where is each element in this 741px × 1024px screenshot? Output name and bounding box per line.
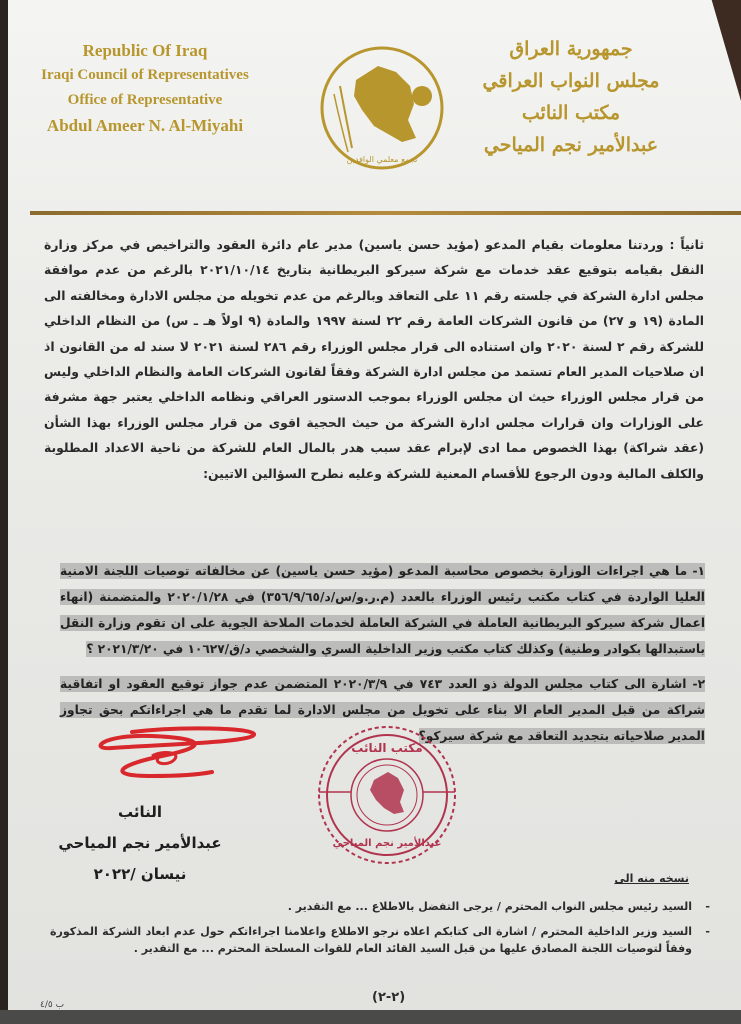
body-paragraph: ثانياً : وردتنا معلومات بقيام المدعو (مؤيد حسن ياسين) مدير عام دائرة العقود والتراخيص في مركز وزارة النقل بقيامه بتوقيع عقد خدمات مع شركة سيركو البريطانية بتاريخ ٢٠٢١/١٠/١٤ بالرغم من عدم موافقة مجلس ادارة الشركة في جلسته رقم ١١ على التعاقد وبالرغم من عدم تخويله من مجلس الادارة ومخالفته الى المادة (١٩ و ٢٧) من قانون الشركات العامة رقم ٢٢ لسنة ١٩٩٧ والمادة (٩ اولاً هـ ـ س) من النظام الداخلي للشركة رقم ٢ لسنة ٢٠٢٠ وان استناده الى قرار مجلس الوزراء رقم ٢٨٦ لسنة ٢٠٢١ لا سند له من القانون اذ ان صلاحيات المدير العام تستمد من مجلس ادارة الشركة وفقاً لقانون الشركات العامة والنظام الداخلي وليس من قرار مجلس الوزراء حيث ان مجلس الوزراء بموجب الدستور العراقي ونظامه الداخلي يعتبر جهة مشرفة على الوزارات وان قرارات مجلس ادارة الشركة من حيث الحجية اقوى من قرار مجلس الوزراء بهذا الشأن (عقد شراكة) بهذا الخصوص مما ادى لإبرام عقد سبب هدر بالمال العام للشركة من ناحية الاعداد المطلوبة والكلف المالية ودون الرجوع للأقسام المعنية للشركة وعليه نطرح السؤالين الاتيين: (44, 237, 705, 481)
letterhead-ar-office: مكتب النائب (521, 102, 621, 124)
letterhead-en-name: Abdul Ameer N. Al-Miyahi (46, 116, 244, 135)
signatory-title: النائب (117, 803, 163, 821)
logo-palm (340, 86, 352, 148)
signature-icon (92, 722, 262, 784)
signature-stroke (101, 728, 254, 776)
letterhead-ar-council: مجلس النواب العراقي (482, 70, 660, 92)
signature-block (50, 797, 230, 890)
iraq-map-logo-icon (318, 38, 446, 176)
letterhead-ar-country: جمهورية العراق (509, 38, 633, 60)
signature-date: نيسان /٢٠٢٢ (93, 865, 187, 883)
reference-mark: ب ٤/٥ (40, 1000, 65, 1010)
question-text: ١- ما هي اجراءات الوزارة بخصوص محاسبة المدعو (مؤيد حسن ياسين) عن مخالفاته توصيات اللجنة الامنية العليا الواردة في كتاب مكتب رئيس الوزراء بالعدد (م.ر.و/س/د/٣٥٦/٩/٦٥) في ٢٠٢٠/١/٢٨ والمتضمنة (انهاء اعمال شركة سيركو البريطانية العاملة في الشركة العاملة لخدمات الملاحة الجوية على ان تقوم وزارة النقل باستبدالها بكوادر وطنية) وكذلك كتاب مكتب وزير الداخلية السري والشخصي د/ق/١٠٦٢٧ في ٢٠٢١/٣/٢٠ ؟ (60, 564, 705, 656)
stamp-top-text: مكتب النائب (351, 741, 423, 755)
stamp-bottom-text: عبدالأمير نجم المياحي (332, 838, 442, 849)
background-desk-left (0, 0, 8, 1024)
letterhead-english (30, 38, 260, 138)
letterhead-en-country: Republic Of Iraq (82, 41, 208, 60)
letterhead-en-council: Iraqi Council of Representatives (41, 67, 249, 83)
cc-item: - السيد رئيس مجلس النواب المحترم / يرجى التفضل بالاطلاع ... مع التقدير . (50, 898, 710, 915)
letterhead-divider (30, 211, 741, 215)
logo-map-shape (354, 66, 416, 142)
logo-caption: تجمع معلمي الوافدين (346, 155, 418, 164)
letterhead-arabic (471, 33, 671, 161)
official-stamp-icon (302, 720, 472, 870)
letterhead-ar-name: عبدالأمير نجم المياحي (483, 134, 659, 156)
question-item (60, 558, 705, 662)
page-number: (٢-٢) (372, 990, 406, 1005)
cc-heading: نسخه منه الى (614, 872, 689, 885)
question-text: ٢- اشارة الى كتاب مجلس الدولة ذو العدد ٧٤٣ في ٢٠٢٠/٣/٩ المتضمن عدم جواز توقيع العقود او اتفاقية شراكة من قبل المدير العام الا بناء على تخويل من مجلس الادارة لما تقدم ما هي اجراءاتكم بحق تجاوز المدير صلاحياته بتجديد التعاقد مع شركة سيركو؟ (60, 677, 706, 743)
stamp-map-shape (370, 772, 404, 814)
letterhead-en-office: Office of Representative (67, 92, 223, 108)
signatory-name: عبدالأمير نجم المياحي (58, 834, 222, 852)
background-desk-bottom (0, 1010, 741, 1024)
logo-palm-2 (334, 94, 348, 152)
logo-sun (412, 86, 432, 106)
cc-item: - السيد وزير الداخلية المحترم / اشارة الى كتابكم اعلاه نرجو الاطلاع واعلامنا اجراءاتكم حول عدم ابعاد الشركة المذكورة وفقاً لتوصيات اللجنة المصادق عليها من قبل السيد القائد العام للقوات المسلحة المحترم ... مع التقدير . (50, 923, 710, 957)
cc-list (50, 898, 710, 965)
